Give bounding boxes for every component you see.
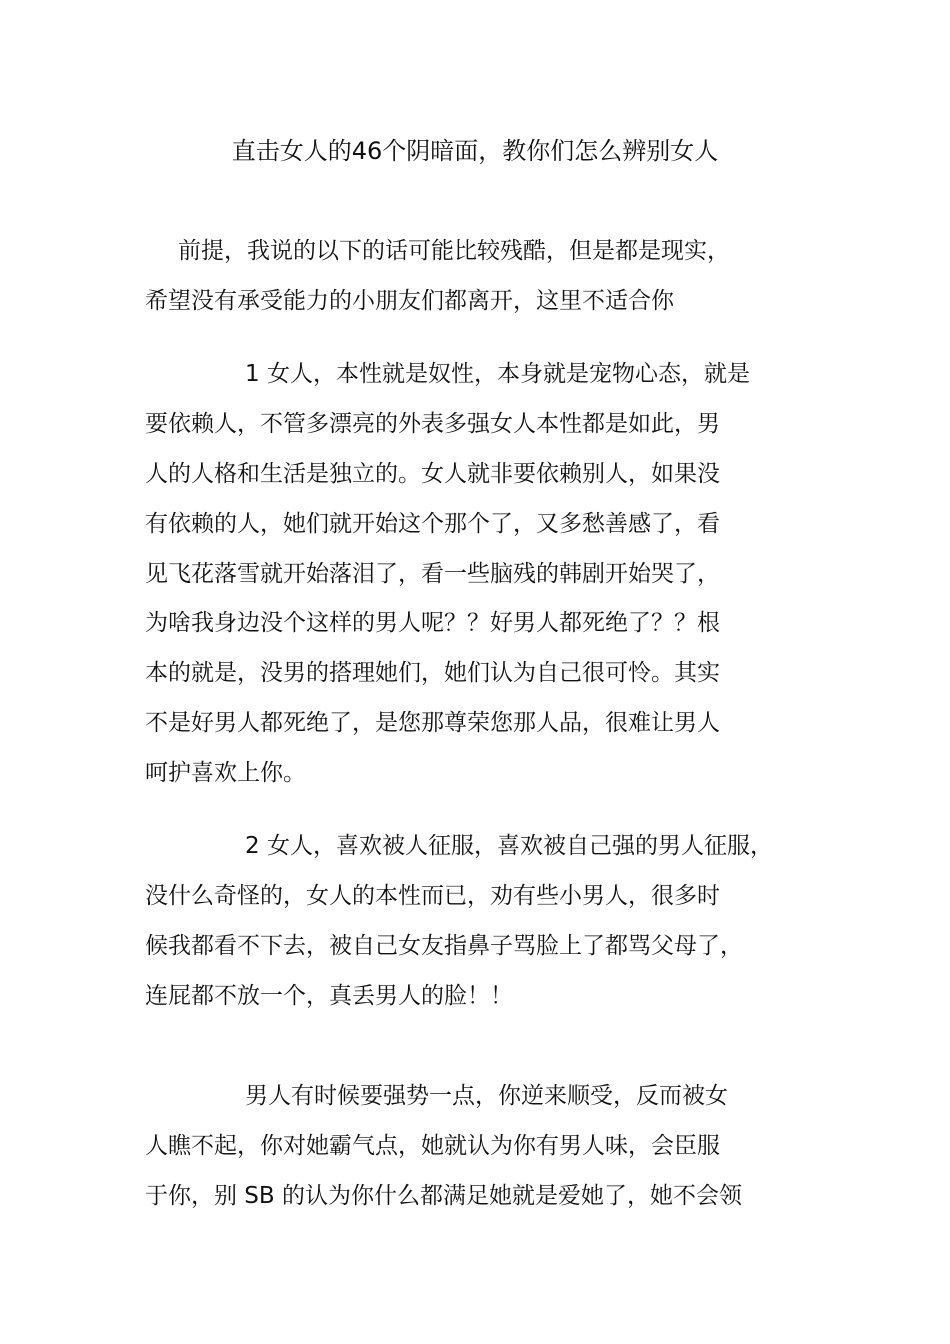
section1-line: 本的就是，没男的搭理她们，她们认为自己很可怜。其实	[145, 660, 720, 686]
section1-line: 见飞花落雪就开始落泪了，看一些脑残的韩剧开始哭了，	[145, 561, 720, 587]
section3-line: 人瞧不起，你对她霸气点，她就认为你有男人味，会臣服	[145, 1133, 720, 1159]
section1-line: 为啥我身边没个这样的男人呢？？好男人都死绝了？？根	[145, 610, 720, 636]
section1-line: 1 女人，本性就是奴性，本身就是宠物心态，就是	[245, 361, 750, 387]
section1-line: 人的人格和生活是独立的。女人就非要依赖别人，如果没	[145, 461, 720, 487]
section1-line: 要依赖人，不管多漂亮的外表多强女人本性都是如此，男	[145, 411, 720, 437]
document-title: 直击女人的46个阴暗面，教你们怎么辨别女人	[231, 137, 719, 165]
section3-line: 男人有时候要强势一点，你逆来顺受，反而被女	[245, 1083, 728, 1109]
section1-line: 不是好男人都死绝了，是您那尊荣您那人品，很难让男人	[145, 710, 720, 736]
section2-line: 2 女人，喜欢被人征服，喜欢被自己强的男人征服，	[245, 833, 773, 859]
preface-line: 希望没有承受能力的小朋友们都离开，这里不适合你	[145, 288, 674, 314]
section3-line: 于你，别 SB 的认为你什么都满足她就是爱她了，她不会领	[145, 1183, 743, 1209]
section1-line: 呵护喜欢上你。	[145, 760, 306, 786]
section2-line: 连屁都不放一个，真丢男人的脸！！	[145, 983, 513, 1009]
preface-line: 前提，我说的以下的话可能比较残酷，但是都是现实，	[178, 238, 730, 264]
section2-line: 没什么奇怪的，女人的本性而已，劝有些小男人，很多时	[145, 883, 720, 909]
section2-line: 候我都看不下去，被自己女友指鼻子骂脸上了都骂父母了，	[145, 933, 743, 959]
section1-line: 有依赖的人，她们就开始这个那个了，又多愁善感了，看	[145, 511, 720, 537]
